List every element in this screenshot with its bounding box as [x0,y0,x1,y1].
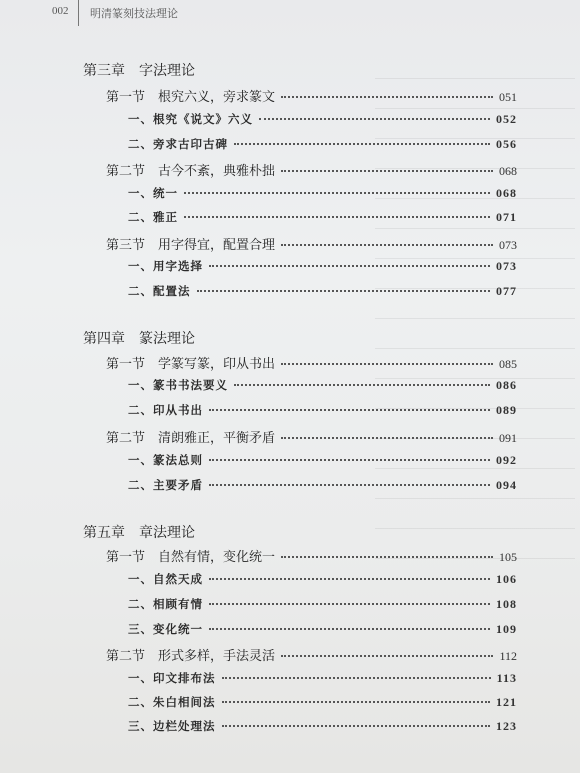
dot-leader [222,701,491,703]
toc-item [128,111,517,127]
dot-leader [209,484,490,486]
toc-item [128,136,517,152]
toc-page-number: 094 [496,478,517,492]
toc-page-number: 091 [499,431,517,445]
dot-leader [281,244,493,246]
toc-page-number: 089 [496,403,517,417]
toc-label: 三、变化统一 [128,622,203,636]
toc-item [128,621,517,637]
toc-label: 第三章 字法理论 [83,63,195,79]
toc-section [106,86,517,105]
toc-item [128,694,517,710]
toc-label: 一、篆书书法要义 [128,378,228,392]
dot-leader [209,578,490,580]
toc-page-number: 073 [496,259,517,273]
toc-page-number: 121 [496,695,517,709]
toc-page-number: 073 [499,238,517,252]
toc-label: 第一节 自然有情，变化统一 [106,550,276,565]
running-header [0,0,580,24]
toc-page-number: 056 [496,137,517,151]
toc-item [128,377,517,393]
dot-leader [281,556,493,558]
toc-item [128,718,517,734]
dot-leader [281,170,493,172]
dot-leader [184,216,490,218]
toc-page-number: 113 [496,671,517,685]
toc-page-number: 112 [499,649,517,663]
dot-leader [222,677,491,679]
toc-label: 二、旁求古印古碑 [128,137,228,151]
dot-leader [234,384,490,386]
toc-item [128,452,517,468]
page-number: 002 [52,5,69,17]
dot-leader [281,437,493,439]
toc-section [106,353,517,372]
toc-label: 第一节 根究六义，旁求篆文 [106,90,276,105]
toc-item [128,477,517,493]
toc-page-number: 068 [499,164,517,178]
toc-label: 第三节 用字得宜，配置合理 [106,238,276,253]
toc-page-number: 085 [499,357,517,371]
toc-label: 二、雅正 [128,210,178,224]
dot-leader [209,628,490,630]
toc-label: 一、用字选择 [128,259,203,273]
toc-label: 二、配置法 [128,284,191,298]
toc-chapter [83,328,195,348]
toc-section [106,546,517,565]
header-divider [78,0,79,26]
toc-section [106,234,517,253]
dot-leader [259,118,490,120]
dot-leader [209,409,490,411]
dot-leader [281,363,493,365]
dot-leader [209,459,490,461]
toc-page-number: 051 [499,90,517,104]
toc-label: 第五章 章法理论 [83,525,195,541]
toc-chapter [83,60,195,80]
toc-page-number: 052 [496,112,517,126]
toc-label: 一、篆法总则 [128,453,203,467]
toc-label: 第一节 学篆写篆，印从书出 [106,357,276,372]
toc-label: 一、印文排布法 [128,671,216,685]
toc-label: 三、边栏处理法 [128,719,216,733]
toc-item [128,258,517,274]
toc-page-number: 092 [496,453,517,467]
toc-chapter [83,522,195,542]
toc-page-number: 071 [496,210,517,224]
dot-leader [197,290,491,292]
dot-leader [234,143,490,145]
dot-leader [184,192,490,194]
toc-page-number: 109 [496,622,517,636]
toc-item [128,571,517,587]
toc-label: 二、相顾有情 [128,597,203,611]
toc-page-number: 108 [496,597,517,611]
toc-page-number: 106 [496,572,517,586]
dot-leader [281,655,493,657]
toc-label: 第四章 篆法理论 [83,331,195,347]
dot-leader [209,603,490,605]
toc-item [128,209,517,225]
toc-section [106,160,517,179]
dot-leader [209,265,490,267]
toc-label: 第二节 清朗雅正，平衡矛盾 [106,431,276,446]
toc-label: 一、根究《说文》六义 [128,112,253,126]
toc-section [106,645,517,664]
toc-item [128,185,517,201]
dot-leader [222,725,491,727]
toc-item [128,283,517,299]
toc-item [128,596,517,612]
toc-item [128,402,517,418]
toc-label: 第二节 形式多样，手法灵活 [106,649,276,664]
toc-page-number: 105 [499,550,517,564]
toc-page-number: 068 [496,186,517,200]
toc-page-number: 086 [496,378,517,392]
toc-label: 一、自然天成 [128,572,203,586]
toc-page-number: 123 [496,719,517,733]
toc-label: 二、印从书出 [128,403,203,417]
toc-section [106,427,517,446]
toc-label: 二、主要矛盾 [128,478,203,492]
toc-label: 二、朱白相间法 [128,695,216,709]
book-title: 明清篆刻技法理论 [90,7,178,20]
toc-label: 第二节 古今不紊，典雅朴拙 [106,164,276,179]
toc-label: 一、统一 [128,186,178,200]
dot-leader [281,96,493,98]
toc-item [128,670,517,686]
toc-page-number: 077 [496,284,517,298]
